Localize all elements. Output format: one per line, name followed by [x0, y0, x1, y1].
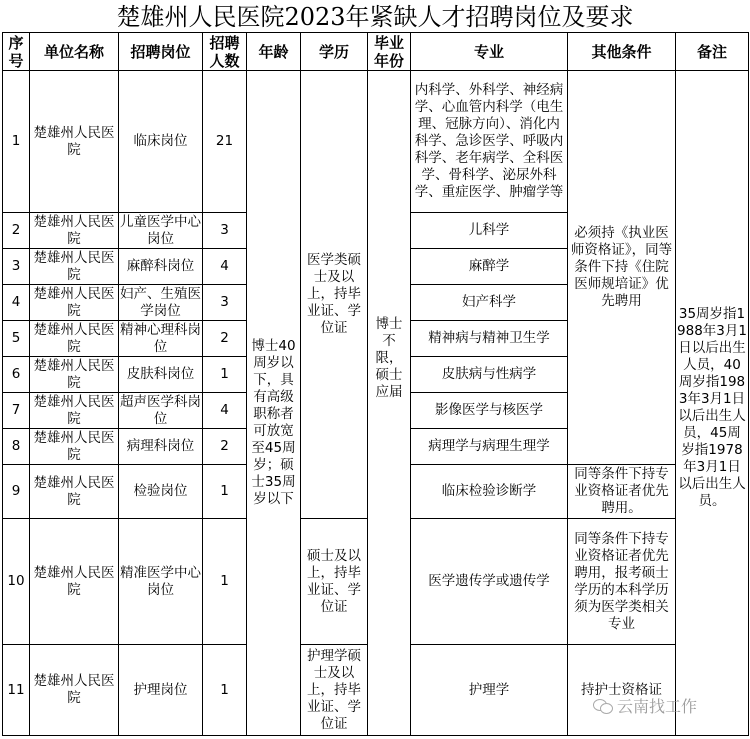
unit-cell: 楚雄州人民医院: [30, 321, 119, 357]
seq-cell: 4: [3, 285, 30, 321]
position-cell: 护理岗位: [119, 645, 203, 736]
major-cell: 内科学、外科学、神经病学、心血管内科学（电生理、冠脉方向）、消化内科学、急诊医学、呼吸内科学、老年病学、全科医学、骨科学、泌尿外科学、重症医学、肿瘤学等: [411, 71, 568, 213]
unit-cell: 楚雄州人民医院: [30, 71, 119, 213]
unit-cell: 楚雄州人民医院: [30, 285, 119, 321]
header-degree: 学历: [301, 33, 368, 71]
major-cell: 临床检验诊断学: [411, 465, 568, 519]
count-cell: 2: [203, 321, 247, 357]
position-cell: 超声医学科岗位: [120, 393, 201, 427]
position-cell: 儿童医学中心岗位: [120, 213, 201, 247]
major-cell: 医学遗传学或遗传学: [411, 519, 568, 645]
unit-cell: 楚雄州人民医院: [30, 429, 119, 465]
unit-cell: 楚雄州人民医院: [30, 465, 119, 519]
age-cell: 博士40周岁以下，具有高级职称者可放宽至45周岁；硕士35周岁以下: [247, 71, 301, 736]
seq-cell: 9: [3, 465, 30, 519]
header-position: 招聘岗位: [119, 33, 203, 71]
seq-cell: 7: [3, 393, 30, 429]
count-cell: 4: [203, 393, 247, 429]
count-cell: 3: [203, 285, 247, 321]
other-cell: 同等条件下持专业资格证者优先聘用，报考硕士学历的本科学历须为医学类相关专业: [568, 519, 676, 645]
major-cell: 精神病与精神卫生学: [411, 321, 568, 357]
position-cell: 精准医学中心岗位: [119, 519, 203, 645]
seq-cell: 6: [3, 357, 30, 393]
seq-cell: 3: [3, 249, 30, 285]
degree-cell: 硕士及以上，持毕业证、学位证: [301, 519, 368, 645]
header-major: 专业: [411, 33, 568, 71]
unit-cell: 楚雄州人民医院: [30, 519, 119, 645]
seq-cell: 10: [3, 519, 30, 645]
count-cell: 1: [203, 465, 247, 519]
count-cell: 2: [203, 429, 247, 465]
seq-cell: 1: [3, 71, 30, 213]
position-cell: 精神心理科岗位: [120, 321, 201, 355]
position-cell: 检验岗位: [119, 465, 203, 519]
degree-cell: 护理学硕士及以上，持毕业证、学位证: [301, 645, 368, 736]
count-cell: 1: [203, 645, 247, 736]
position-cell: 临床岗位: [119, 71, 203, 213]
position-cell: 麻醉科岗位: [119, 249, 203, 285]
watermark-text: 云南找工作: [617, 697, 698, 716]
major-cell: 皮肤病与性病学: [411, 357, 568, 393]
header-count: 招聘人数: [203, 33, 247, 71]
major-cell: 麻醉学: [411, 249, 568, 285]
other-cell: 持护士资格证: [568, 645, 676, 736]
header-row: [3, 33, 749, 71]
major-cell: 妇产科学: [411, 285, 568, 321]
unit-cell: 楚雄州人民医院: [30, 357, 119, 393]
header-seq: 序号: [3, 33, 30, 71]
count-cell: 1: [203, 357, 247, 393]
remark-cell: 35周岁指1988年3月1日以后出生人员，40周岁指1983年3月1日以后出生人员，45周岁指1978年3月1日以后出生人员。: [676, 71, 749, 736]
position-cell: 妇产、生殖医学岗位: [120, 285, 201, 319]
unit-cell: 楚雄州人民医院: [30, 213, 119, 249]
header-unit: 单位名称: [30, 33, 119, 71]
count-cell: 4: [203, 249, 247, 285]
recruitment-table: [2, 32, 749, 736]
table-row: [3, 71, 749, 213]
header-other: 其他条件: [568, 33, 676, 71]
major-cell: 护理学: [411, 645, 568, 736]
unit-cell: 楚雄州人民医院: [30, 645, 119, 736]
count-cell: 1: [203, 519, 247, 645]
seq-cell: 11: [3, 645, 30, 736]
major-cell: 影像医学与核医学: [411, 393, 568, 429]
header-age: 年龄: [247, 33, 301, 71]
position-cell: 皮肤科岗位: [119, 357, 203, 393]
other-cell: 同等条件下持专业资格证者优先聘用。: [568, 465, 676, 519]
major-cell: 病理学与病理生理学: [411, 429, 568, 465]
count-cell: 3: [203, 213, 247, 249]
seq-cell: 8: [3, 429, 30, 465]
wechat-icon: [593, 698, 613, 714]
watermark: [593, 694, 697, 717]
unit-cell: 楚雄州人民医院: [30, 393, 119, 429]
position-cell: 病理科岗位: [119, 429, 203, 465]
degree-cell: 医学类硕士及以上，持毕业证、学位证: [301, 71, 368, 519]
header-grad-year: 毕业年份: [368, 33, 411, 71]
major-cell: 儿科学: [411, 213, 568, 249]
seq-cell: 5: [3, 321, 30, 357]
other-cell: 必须持《执业医师资格证》，同等条件下持《住院医师规培证》优先聘用: [568, 71, 676, 465]
unit-cell: 楚雄州人民医院: [30, 249, 119, 285]
header-remark: 备注: [676, 33, 749, 71]
seq-cell: 2: [3, 213, 30, 249]
grad-year-cell: 博士不限，硕士应届: [368, 71, 411, 736]
page-title: 楚雄州人民医院2023年紧缺人才招聘岗位及要求: [116, 3, 634, 31]
count-cell: 21: [203, 71, 247, 213]
